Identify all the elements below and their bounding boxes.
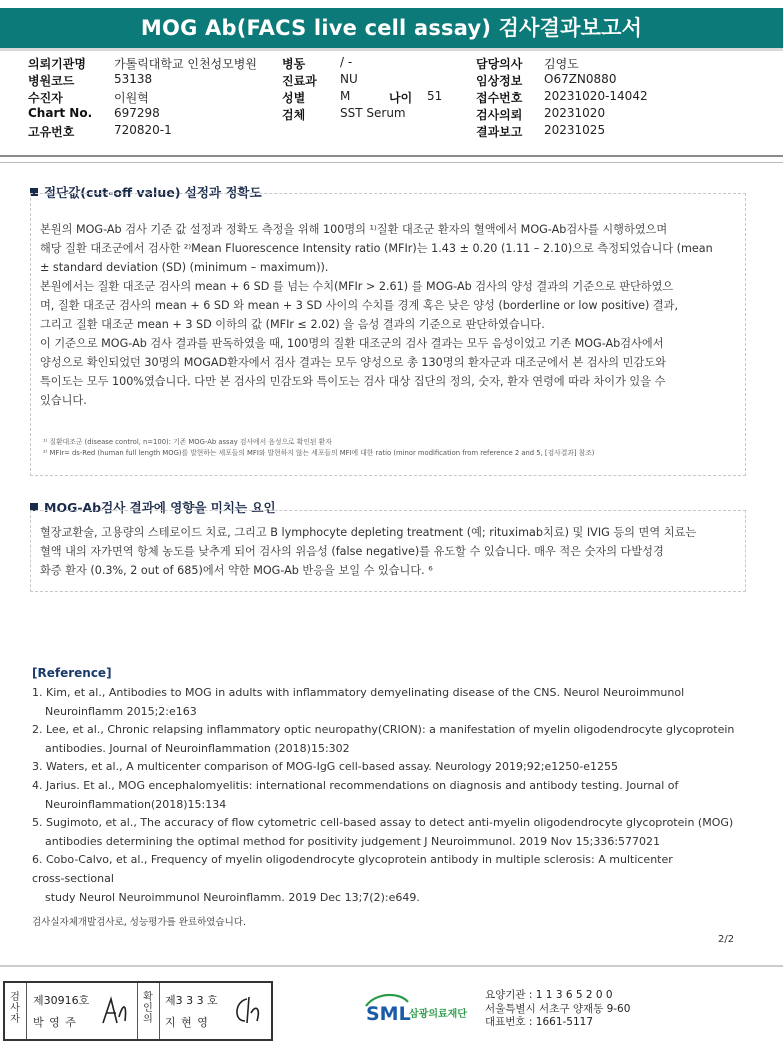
receipt-label: 접수번호: [476, 91, 523, 105]
reference-item: 2. Lee, et al., Chronic relapsing inflammatory optic neuropathy(CRION): a manifestation of myelin oligodendrocyte glycoprotein: [32, 723, 735, 737]
sml-logo-text: SML: [366, 1003, 411, 1025]
section1-line: ± standard deviation (SD) (minimum – maximum)).: [40, 261, 329, 274]
department-value: NU: [340, 72, 358, 86]
section1-box: [30, 193, 746, 476]
clinical-info-label: 임상정보: [476, 74, 523, 88]
hospital-code-value: 53138: [114, 72, 153, 86]
reference-item: cross-sectional: [32, 871, 114, 885]
section2-line: 혈액 내의 자가면역 항체 농도를 낮추게 되어 검사의 위음성 (false negative)를 유도할 수 있습니다. 매우 적은 숫자의 다발성경: [40, 545, 664, 558]
section1-line: 해당 질환 대조군에서 검사한 ²⁾Mean Fluorescence Intensity ratio (MFIr)는 1.43 ± 0.20 (1.11 – 2.10)으로 측정되었습니다 (mean: [40, 242, 713, 255]
unique-value: 720820-1: [114, 123, 172, 137]
section1-title-text: 절단값(cut-off value) 설정과 정확도: [44, 185, 262, 200]
chart-value: 697298: [114, 106, 160, 120]
reference-item: Neuroinflamm 2015;2:e163: [45, 704, 197, 718]
sex-value: M: [340, 89, 351, 103]
section2-line: 혈장교환술, 고용량의 스테로이드 치료, 그리고 B lymphocyte depleting treatment (예; rituximab치료) 및 IVIG 등의 면역 치료는: [40, 526, 697, 539]
section1-footnotes: [43, 437, 743, 459]
patient-label: 수진자: [28, 91, 63, 105]
footer-divider: [0, 965, 783, 967]
tester-char: 사: [10, 1003, 20, 1014]
section2-body: [40, 523, 742, 580]
lab-info: [485, 989, 630, 1030]
patient-value: 이원혁: [114, 91, 149, 105]
reference-list: [32, 684, 762, 907]
result-value: 20231025: [544, 123, 606, 137]
section1-line: 양성으로 확인되었던 30명의 MOGAD환자에서 검사 결과는 모두 양성으로 총 130명의 환자군과 대조군에서 본 검사의 민감도와: [40, 356, 666, 369]
reference-item: study Neurol Neuroimmunol Neuroinflamm. 2019 Dec 13;7(2):e649.: [45, 890, 420, 904]
reference-item: 3. Waters, et al., A multicenter comparison of MOG-IgG cell-based assay. Neurology 2019;92;e1250-e1255: [32, 760, 618, 774]
section1-line: 이 기준으로 MOG-Ab 검사 결과를 판독하였을 때, 100명의 질환 대조군의 검사 결과는 모두 음성이었고 기존 MOG-Ab검사에서: [40, 337, 664, 350]
tester-char: 자: [10, 1014, 20, 1025]
department-label: 진료과: [282, 74, 317, 88]
section2-line: 화증 환자 (0.3%, 2 out of 685)에서 약한 MOG-Ab 반응을 보일 수 있습니다. ⁶: [40, 564, 433, 577]
confirmer-char: 인: [143, 1003, 153, 1014]
report-title: MOG Ab(FACS live cell assay) 검사결과보고서: [0, 8, 783, 51]
section1-line: 그리고 질환 대조군 mean + 3 SD 이하의 값 (MFIr ≤ 2.02) 을 음성 결과의 기준으로 판단하였습니다.: [40, 318, 545, 331]
tester-signature-icon: [97, 993, 133, 1029]
footnote: ²⁾ MFIr= ds-Red (human full length MOG)를 발현하는 세포들의 MFI와 발현하지 않는 세포들의 MFI에 대한 ratio (minor modification from reference 2 and 5, [검사결과] 참조): [43, 449, 595, 457]
receipt-value: 20231020-14042: [544, 89, 648, 103]
section1-line: 있습니다.: [40, 394, 87, 407]
header-divider: [0, 155, 783, 157]
signature-divider: [137, 983, 138, 1039]
header-divider-thin: [0, 162, 783, 163]
reference-item: antibodies determining the optimal method for positivity judgement J Neuroimmunol. 2019 Nov 15;336:577021: [45, 834, 661, 848]
section1-line: 특이도는 모두 100%였습니다. 다만 본 검사의 민감도와 특이도는 검사 대상 집단의 정의, 숫자, 환자 연령에 따라 차이가 있을 수: [40, 375, 666, 388]
chart-label: Chart No.: [28, 106, 93, 120]
specimen-value: SST Serum: [340, 106, 406, 120]
tester-license: 제30916호: [33, 994, 90, 1007]
confirmer-char: 확: [143, 992, 153, 1003]
signature-divider: [159, 983, 160, 1039]
reference-item: 4. Jarius. Et al., MOG encephalomyelitis: international recommendations on diagnosis and antibody testing. Journal of: [32, 778, 679, 792]
confirmer-name: 지 현 영: [165, 1016, 209, 1029]
sex-label: 성별: [282, 91, 306, 105]
specimen-label: 검체: [282, 108, 306, 122]
tester-name: 박 영 주: [33, 1016, 77, 1029]
unique-label: 고유번호: [28, 125, 75, 139]
signature-box: [3, 981, 273, 1041]
signature-divider: [26, 983, 27, 1039]
page-number: 2/2: [718, 934, 735, 945]
tester-vertical-label: [8, 992, 22, 1025]
section1-line: 본원의 MOG-Ab 검사 기준 값 설정과 정확도 측정을 위해 100명의 ¹⁾질환 대조군 환자의 혈액에서 MOG-Ab검사를 시행하였으며: [40, 223, 668, 236]
hospital-code-label: 병원코드: [28, 74, 75, 88]
doctor-label: 담당의사: [476, 57, 523, 71]
doctor-value: 김영도: [544, 57, 579, 71]
section2-box: [30, 510, 746, 592]
institution-value: 가톨릭대학교 인천성모병원: [114, 57, 257, 71]
confirmer-license: 제3 3 3 호: [165, 994, 218, 1007]
section1-line: 본원에서는 질환 대조군 검사의 mean + 6 SD 를 넘는 수치(MFIr > 2.61) 를 MOG-Ab 검사의 양성 결과의 기준으로 판단하였으: [40, 280, 674, 293]
sml-logo-icon: [364, 990, 484, 1030]
completion-note: 검사실자체개발검사로, 성능평가를 완료하였습니다.: [32, 917, 246, 928]
result-label: 결과보고: [476, 125, 523, 139]
confirmer-char: 의: [143, 1014, 153, 1025]
reference-item: Neuroinflammation(2018)15:134: [45, 797, 227, 811]
footnote: ¹⁾ 질환대조군 (disease control, n=100): 기존 MOG-Ab assay 검사에서 음성으로 확인된 환자: [43, 438, 332, 446]
request-label: 검사의뢰: [476, 108, 523, 122]
clinical-info-value: O67ZN0880: [544, 72, 617, 86]
request-value: 20231020: [544, 106, 606, 120]
age-label: 나이: [389, 91, 413, 105]
lab-phone: 대표번호 : 1661-5117: [485, 1016, 594, 1028]
institution-label: 의뢰기관명: [28, 57, 86, 71]
section1-line: 며, 질환 대조군 검사의 mean + 6 SD 와 mean + 3 SD 사이의 수치를 경계 혹은 낮은 양성 (borderline or low positive) 결과,: [40, 299, 679, 312]
lab-institution-number: 요양기관 : 1 1 3 6 5 2 0 0: [485, 989, 613, 1001]
lab-address: 서울특별시 서초구 양재동 9-60: [485, 1002, 631, 1015]
reference-item: 6. Cobo-Calvo, et al., Frequency of myelin oligodendrocyte glycoprotein antibody in multiple sclerosis: A multicenter: [32, 853, 673, 867]
reference-item: 5. Sugimoto, et al., The accuracy of flow cytometric cell-based assay to detect anti-myelin oligodendrocyte glycoprotein (MOG): [32, 816, 734, 830]
patient-info: [28, 55, 768, 140]
section2-title-text: MOG-Ab검사 결과에 영향을 미치는 요인: [44, 500, 276, 515]
ward-label: 병동: [282, 57, 306, 71]
sml-logo: [364, 990, 484, 1034]
sml-logo-subtitle: 삼광의료재단: [409, 1009, 467, 1020]
age-value: 51: [427, 89, 443, 103]
confirmer-vertical-label: [141, 992, 155, 1025]
reference-item: 1. Kim, et al., Antibodies to MOG in adults with inflammatory demyelinating disease of the CNS. Neurol Neuroimmunol: [32, 686, 685, 699]
ward-value: / -: [340, 55, 353, 69]
reference-item: antibodies. Journal of Neuroinflammation (2018)15:302: [45, 741, 350, 755]
tester-char: 검: [10, 992, 20, 1003]
section1-body: [40, 220, 742, 410]
confirmer-signature-icon: [227, 991, 267, 1031]
reference-title: [Reference]: [32, 666, 112, 680]
